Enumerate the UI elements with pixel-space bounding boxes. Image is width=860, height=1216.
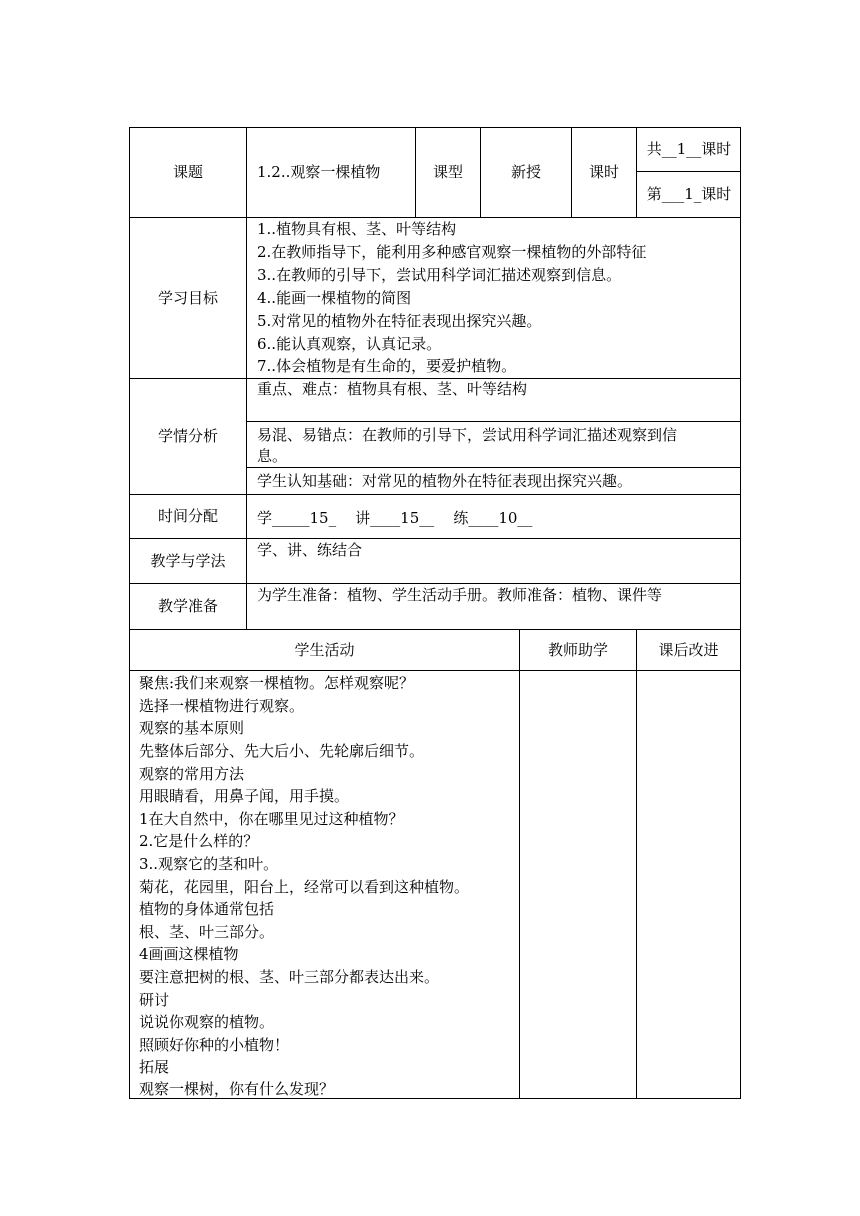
objective-item: 4..能画一棵植物的简图	[257, 289, 412, 307]
topic-value: 1.2..观察一棵植物	[257, 163, 381, 181]
time-value: 学_____15_ 讲____15__ 练____10__	[257, 509, 533, 527]
analysis-divider	[246, 421, 741, 422]
activity-line: 要注意把树的根、茎、叶三部分都表达出来。	[139, 968, 440, 986]
header-divider	[636, 127, 637, 217]
objectives-label: 学习目标	[157, 288, 218, 307]
methods-value: 学、讲、练结合	[257, 541, 363, 559]
confusion-points-cont: 息。	[257, 447, 288, 465]
confusion-points: 易混、易错点：在教师的引导下，尝试用科学词汇描述观察到信	[257, 426, 678, 444]
period-label: 课时	[588, 163, 619, 181]
objective-item: 6..能认真观察，认真记录。	[257, 335, 442, 353]
lesson-plan-table	[129, 127, 741, 1099]
activity-line: 3..观察它的茎和叶。	[139, 855, 279, 873]
activity-line: 说说你观察的植物。	[139, 1013, 275, 1031]
student-activity-header: 学生活动	[294, 640, 355, 659]
objective-item: 3..在教师的引导下，尝试用科学词汇描述观察到信息。	[257, 266, 622, 284]
preparation-label: 教学准备	[157, 597, 218, 615]
preparation-value: 为学生准备：植物、学生活动手册。教师准备：植物、课件等	[257, 586, 663, 604]
activity-line: 观察的常用方法	[139, 765, 245, 783]
activity-column-divider	[519, 629, 520, 1099]
objective-item: 1..植物具有根、茎、叶等结构	[257, 220, 457, 238]
topic-label: 课题	[172, 163, 203, 181]
activity-line: 拓展	[139, 1058, 170, 1076]
analysis-label: 学情分析	[157, 427, 218, 445]
total-period: 共__1__课时	[646, 139, 732, 158]
activity-line: 研讨	[139, 991, 170, 1009]
activity-line: 1在大自然中，你在哪里见过这种植物？	[139, 810, 404, 828]
row-divider	[129, 670, 741, 671]
objective-item: 2.在教师指导下，能利用多种感官观察一棵植物的外部特征	[257, 243, 647, 261]
objective-item: 7..体会植物是有生命的，要爱护植物。	[257, 357, 517, 375]
analysis-divider	[246, 467, 741, 468]
activity-line: 2.它是什么样的？	[139, 832, 259, 850]
current-period: 第___1_课时	[646, 185, 732, 203]
activity-line: 观察一棵树，你有什么发现？	[139, 1080, 335, 1098]
objective-item: 5.对常见的植物外在特征表现出探究兴趣。	[257, 312, 542, 330]
activity-line: 用眼睛看，用鼻子闻，用手摸。	[139, 787, 350, 805]
table-border-right	[740, 127, 741, 1099]
post-lesson-header: 课后改进	[658, 640, 719, 659]
activity-line: 聚焦:我们来观察一棵植物。怎样观察呢？	[139, 674, 415, 692]
label-column-divider	[246, 127, 247, 629]
activity-line: 照顾好你种的小植物！	[139, 1036, 290, 1054]
activity-line: 植物的身体通常包括	[139, 900, 275, 918]
activity-line: 4画画这棵植物	[139, 945, 239, 963]
cognitive-basis: 学生认知基础：对常见的植物外在特征表现出探究兴趣。	[257, 472, 633, 490]
type-label: 课型	[432, 163, 463, 181]
teacher-help-header: 教师助学	[547, 640, 608, 659]
activity-line: 先整体后部分、先大后小、先轮廓后细节。	[139, 742, 425, 760]
activity-line: 菊花，花园里，阳台上，经常可以看到这种植物。	[139, 878, 470, 896]
type-value: 新授	[510, 163, 541, 181]
key-points: 重点、难点：植物具有根、茎、叶等结构	[257, 380, 528, 398]
methods-label: 教学与学法	[150, 551, 226, 570]
time-label: 时间分配	[157, 507, 218, 525]
activity-line: 选择一棵植物进行观察。	[139, 697, 305, 715]
activity-line: 根、茎、叶三部分。	[139, 923, 275, 941]
activity-line: 观察的基本原则	[139, 719, 245, 737]
activity-column-divider	[636, 629, 637, 1099]
